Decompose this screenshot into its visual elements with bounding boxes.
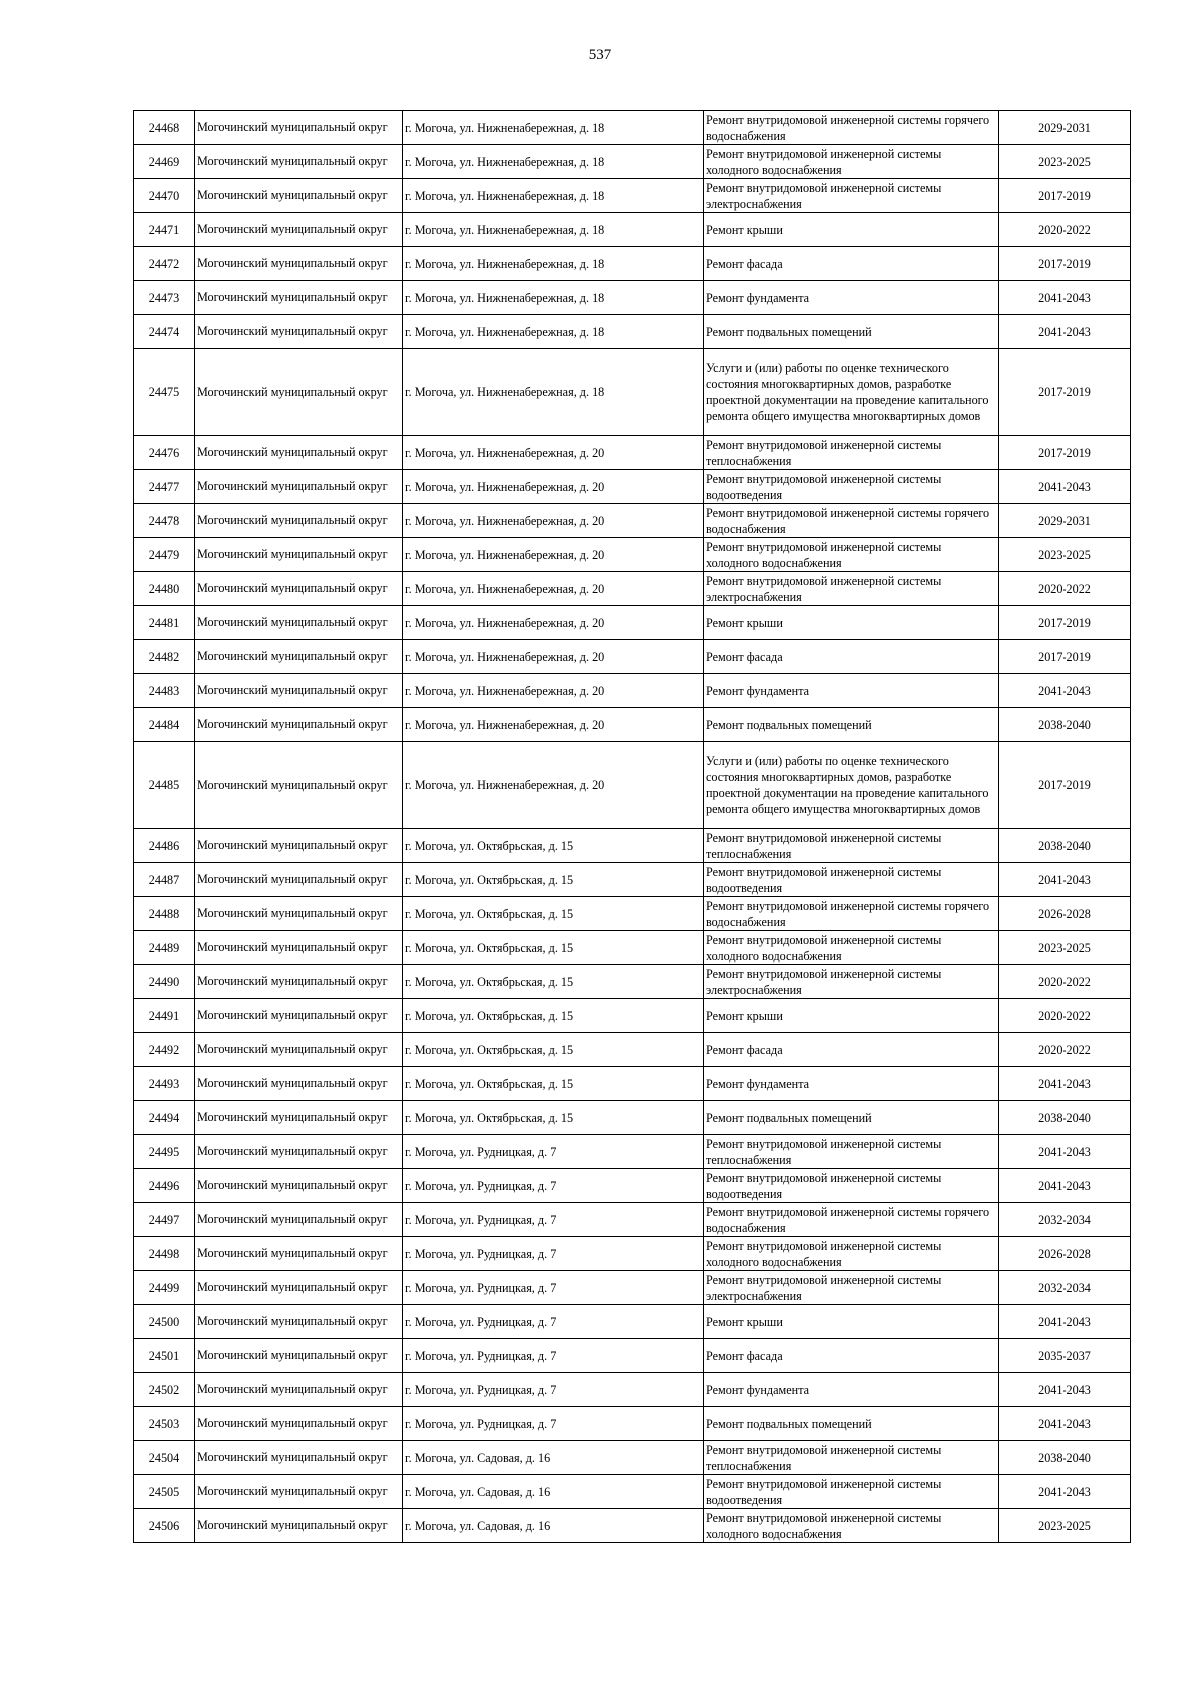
municipality-cell: Могочинский муниципальный округ <box>195 1475 403 1509</box>
table-row <box>134 1509 1131 1543</box>
address-cell: г. Могоча, ул. Нижненабережная, д. 18 <box>403 281 704 315</box>
address-cell: г. Могоча, ул. Нижненабережная, д. 20 <box>403 708 704 742</box>
row-number-cell: 24504 <box>134 1441 195 1475</box>
table-row <box>134 708 1131 742</box>
address-cell: г. Могоча, ул. Нижненабережная, д. 18 <box>403 145 704 179</box>
row-number-cell: 24490 <box>134 965 195 999</box>
row-number-cell: 24482 <box>134 640 195 674</box>
table-row <box>134 111 1131 145</box>
work-type-cell: Ремонт внутридомовой инженерной системы холодного водоснабжения <box>704 538 999 572</box>
table-row <box>134 145 1131 179</box>
municipality-cell: Могочинский муниципальный округ <box>195 999 403 1033</box>
municipality-cell: Могочинский муниципальный округ <box>195 1067 403 1101</box>
table-row <box>134 1237 1131 1271</box>
table-row <box>134 674 1131 708</box>
row-number-cell: 24491 <box>134 999 195 1033</box>
work-type-cell: Ремонт внутридомовой инженерной системы холодного водоснабжения <box>704 145 999 179</box>
municipality-cell: Могочинский муниципальный округ <box>195 674 403 708</box>
municipality-cell: Могочинский муниципальный округ <box>195 1305 403 1339</box>
table-row <box>134 1169 1131 1203</box>
row-number-cell: 24503 <box>134 1407 195 1441</box>
period-cell: 2038-2040 <box>999 708 1131 742</box>
row-number-cell: 24499 <box>134 1271 195 1305</box>
row-number-cell: 24471 <box>134 213 195 247</box>
table-row <box>134 1203 1131 1237</box>
address-cell: г. Могоча, ул. Нижненабережная, д. 20 <box>403 742 704 829</box>
table-row <box>134 897 1131 931</box>
municipality-cell: Могочинский муниципальный округ <box>195 111 403 145</box>
municipality-cell: Могочинский муниципальный округ <box>195 863 403 897</box>
period-cell: 2023-2025 <box>999 1509 1131 1543</box>
work-type-cell: Ремонт внутридомовой инженерной системы теплоснабжения <box>704 829 999 863</box>
address-cell: г. Могоча, ул. Рудницкая, д. 7 <box>403 1169 704 1203</box>
period-cell: 2017-2019 <box>999 640 1131 674</box>
address-cell: г. Могоча, ул. Рудницкая, д. 7 <box>403 1237 704 1271</box>
address-cell: г. Могоча, ул. Нижненабережная, д. 20 <box>403 436 704 470</box>
municipality-cell: Могочинский муниципальный округ <box>195 931 403 965</box>
table-row <box>134 1373 1131 1407</box>
work-type-cell: Ремонт крыши <box>704 999 999 1033</box>
period-cell: 2041-2043 <box>999 1475 1131 1509</box>
municipality-cell: Могочинский муниципальный округ <box>195 965 403 999</box>
municipality-cell: Могочинский муниципальный округ <box>195 1237 403 1271</box>
period-cell: 2020-2022 <box>999 999 1131 1033</box>
work-type-cell: Ремонт внутридомовой инженерной системы горячего водоснабжения <box>704 1203 999 1237</box>
period-cell: 2017-2019 <box>999 349 1131 436</box>
table-row <box>134 1067 1131 1101</box>
work-type-cell: Ремонт фасада <box>704 640 999 674</box>
address-cell: г. Могоча, ул. Нижненабережная, д. 18 <box>403 349 704 436</box>
table-row <box>134 281 1131 315</box>
municipality-cell: Могочинский муниципальный округ <box>195 1407 403 1441</box>
period-cell: 2041-2043 <box>999 315 1131 349</box>
work-type-cell: Ремонт внутридомовой инженерной системы теплоснабжения <box>704 436 999 470</box>
period-cell: 2038-2040 <box>999 1441 1131 1475</box>
period-cell: 2029-2031 <box>999 504 1131 538</box>
table-row <box>134 1475 1131 1509</box>
address-cell: г. Могоча, ул. Садовая, д. 16 <box>403 1509 704 1543</box>
work-type-cell: Ремонт внутридомовой инженерной системы водоотведения <box>704 1475 999 1509</box>
period-cell: 2023-2025 <box>999 145 1131 179</box>
row-number-cell: 24488 <box>134 897 195 931</box>
period-cell: 2029-2031 <box>999 111 1131 145</box>
work-type-cell: Ремонт фасада <box>704 1339 999 1373</box>
period-cell: 2026-2028 <box>999 897 1131 931</box>
row-number-cell: 24501 <box>134 1339 195 1373</box>
work-type-cell: Услуги и (или) работы по оценке технического состояния многоквартирных домов, разработке проектной документации на проведение капитального ремонта общего имущества многоквартирных домов <box>704 742 999 829</box>
work-type-cell: Ремонт подвальных помещений <box>704 1407 999 1441</box>
municipality-cell: Могочинский муниципальный округ <box>195 1135 403 1169</box>
period-cell: 2038-2040 <box>999 1101 1131 1135</box>
row-number-cell: 24500 <box>134 1305 195 1339</box>
row-number-cell: 24486 <box>134 829 195 863</box>
work-type-cell: Ремонт внутридомовой инженерной системы электроснабжения <box>704 179 999 213</box>
period-cell: 2041-2043 <box>999 863 1131 897</box>
municipality-cell: Могочинский муниципальный округ <box>195 1441 403 1475</box>
work-type-cell: Ремонт фасада <box>704 247 999 281</box>
row-number-cell: 24494 <box>134 1101 195 1135</box>
period-cell: 2041-2043 <box>999 281 1131 315</box>
period-cell: 2041-2043 <box>999 1169 1131 1203</box>
work-type-cell: Ремонт фундамента <box>704 1373 999 1407</box>
period-cell: 2020-2022 <box>999 213 1131 247</box>
period-cell: 2041-2043 <box>999 1067 1131 1101</box>
table-row <box>134 179 1131 213</box>
municipality-cell: Могочинский муниципальный округ <box>195 640 403 674</box>
work-type-cell: Ремонт фундамента <box>704 1067 999 1101</box>
row-number-cell: 24484 <box>134 708 195 742</box>
table-row <box>134 349 1131 436</box>
address-cell: г. Могоча, ул. Октябрьская, д. 15 <box>403 1067 704 1101</box>
municipality-cell: Могочинский муниципальный округ <box>195 1271 403 1305</box>
address-cell: г. Могоча, ул. Октябрьская, д. 15 <box>403 829 704 863</box>
period-cell: 2041-2043 <box>999 1373 1131 1407</box>
row-number-cell: 24475 <box>134 349 195 436</box>
row-number-cell: 24479 <box>134 538 195 572</box>
address-cell: г. Могоча, ул. Октябрьская, д. 15 <box>403 897 704 931</box>
row-number-cell: 24498 <box>134 1237 195 1271</box>
row-number-cell: 24478 <box>134 504 195 538</box>
work-type-cell: Ремонт внутридомовой инженерной системы горячего водоснабжения <box>704 897 999 931</box>
period-cell: 2017-2019 <box>999 742 1131 829</box>
municipality-cell: Могочинский муниципальный округ <box>195 436 403 470</box>
row-number-cell: 24487 <box>134 863 195 897</box>
municipality-cell: Могочинский муниципальный округ <box>195 213 403 247</box>
work-type-cell: Ремонт внутридомовой инженерной системы горячего водоснабжения <box>704 504 999 538</box>
row-number-cell: 24468 <box>134 111 195 145</box>
table-row <box>134 247 1131 281</box>
work-type-cell: Ремонт подвальных помещений <box>704 315 999 349</box>
address-cell: г. Могоча, ул. Нижненабережная, д. 20 <box>403 640 704 674</box>
row-number-cell: 24485 <box>134 742 195 829</box>
work-type-cell: Ремонт внутридомовой инженерной системы водоотведения <box>704 863 999 897</box>
work-type-cell: Ремонт внутридомовой инженерной системы электроснабжения <box>704 572 999 606</box>
row-number-cell: 24506 <box>134 1509 195 1543</box>
municipality-cell: Могочинский муниципальный округ <box>195 315 403 349</box>
municipality-cell: Могочинский муниципальный округ <box>195 504 403 538</box>
work-type-cell: Ремонт внутридомовой инженерной системы холодного водоснабжения <box>704 1509 999 1543</box>
row-number-cell: 24489 <box>134 931 195 965</box>
row-number-cell: 24480 <box>134 572 195 606</box>
work-type-cell: Ремонт внутридомовой инженерной системы холодного водоснабжения <box>704 931 999 965</box>
municipality-cell: Могочинский муниципальный округ <box>195 708 403 742</box>
period-cell: 2032-2034 <box>999 1203 1131 1237</box>
municipality-cell: Могочинский муниципальный округ <box>195 1169 403 1203</box>
period-cell: 2041-2043 <box>999 674 1131 708</box>
address-cell: г. Могоча, ул. Нижненабережная, д. 18 <box>403 213 704 247</box>
work-type-cell: Ремонт подвальных помещений <box>704 708 999 742</box>
address-cell: г. Могоча, ул. Садовая, д. 16 <box>403 1441 704 1475</box>
period-cell: 2020-2022 <box>999 572 1131 606</box>
row-number-cell: 24483 <box>134 674 195 708</box>
work-type-cell: Ремонт внутридомовой инженерной системы холодного водоснабжения <box>704 1237 999 1271</box>
period-cell: 2020-2022 <box>999 965 1131 999</box>
row-number-cell: 24492 <box>134 1033 195 1067</box>
table-row <box>134 1441 1131 1475</box>
table-row <box>134 538 1131 572</box>
address-cell: г. Могоча, ул. Садовая, д. 16 <box>403 1475 704 1509</box>
row-number-cell: 24477 <box>134 470 195 504</box>
work-type-cell: Ремонт крыши <box>704 606 999 640</box>
municipality-cell: Могочинский муниципальный округ <box>195 572 403 606</box>
address-cell: г. Могоча, ул. Рудницкая, д. 7 <box>403 1373 704 1407</box>
address-cell: г. Могоча, ул. Рудницкая, д. 7 <box>403 1339 704 1373</box>
work-type-cell: Ремонт подвальных помещений <box>704 1101 999 1135</box>
work-type-cell: Услуги и (или) работы по оценке технического состояния многоквартирных домов, разработке проектной документации на проведение капитального ремонта общего имущества многоквартирных домов <box>704 349 999 436</box>
row-number-cell: 24474 <box>134 315 195 349</box>
table-row <box>134 1271 1131 1305</box>
period-cell: 2032-2034 <box>999 1271 1131 1305</box>
municipality-cell: Могочинский муниципальный округ <box>195 179 403 213</box>
municipality-cell: Могочинский муниципальный округ <box>195 470 403 504</box>
work-type-cell: Ремонт крыши <box>704 213 999 247</box>
address-cell: г. Могоча, ул. Нижненабережная, д. 20 <box>403 470 704 504</box>
period-cell: 2017-2019 <box>999 436 1131 470</box>
address-cell: г. Могоча, ул. Рудницкая, д. 7 <box>403 1407 704 1441</box>
address-cell: г. Могоча, ул. Октябрьская, д. 15 <box>403 863 704 897</box>
table-row <box>134 931 1131 965</box>
table-row <box>134 1101 1131 1135</box>
row-number-cell: 24495 <box>134 1135 195 1169</box>
address-cell: г. Могоча, ул. Октябрьская, д. 15 <box>403 1033 704 1067</box>
row-number-cell: 24481 <box>134 606 195 640</box>
address-cell: г. Могоча, ул. Рудницкая, д. 7 <box>403 1271 704 1305</box>
table-row <box>134 640 1131 674</box>
work-type-cell: Ремонт внутридомовой инженерной системы горячего водоснабжения <box>704 111 999 145</box>
municipality-cell: Могочинский муниципальный округ <box>195 1101 403 1135</box>
work-type-cell: Ремонт внутридомовой инженерной системы водоотведения <box>704 1169 999 1203</box>
table-body <box>134 111 1131 1543</box>
table-row <box>134 1339 1131 1373</box>
address-cell: г. Могоча, ул. Октябрьская, д. 15 <box>403 1101 704 1135</box>
municipality-cell: Могочинский муниципальный округ <box>195 349 403 436</box>
work-type-cell: Ремонт внутридомовой инженерной системы электроснабжения <box>704 965 999 999</box>
address-cell: г. Могоча, ул. Рудницкая, д. 7 <box>403 1135 704 1169</box>
municipality-cell: Могочинский муниципальный округ <box>195 1373 403 1407</box>
row-number-cell: 24469 <box>134 145 195 179</box>
table-row <box>134 742 1131 829</box>
address-cell: г. Могоча, ул. Нижненабережная, д. 20 <box>403 606 704 640</box>
work-type-cell: Ремонт внутридомовой инженерной системы водоотведения <box>704 470 999 504</box>
row-number-cell: 24496 <box>134 1169 195 1203</box>
table-row <box>134 606 1131 640</box>
municipality-cell: Могочинский муниципальный округ <box>195 538 403 572</box>
address-cell: г. Могоча, ул. Октябрьская, д. 15 <box>403 931 704 965</box>
address-cell: г. Могоча, ул. Рудницкая, д. 7 <box>403 1305 704 1339</box>
period-cell: 2026-2028 <box>999 1237 1131 1271</box>
address-cell: г. Могоча, ул. Рудницкая, д. 7 <box>403 1203 704 1237</box>
address-cell: г. Могоча, ул. Нижненабережная, д. 18 <box>403 111 704 145</box>
municipality-cell: Могочинский муниципальный округ <box>195 247 403 281</box>
period-cell: 2017-2019 <box>999 179 1131 213</box>
address-cell: г. Могоча, ул. Нижненабережная, д. 20 <box>403 674 704 708</box>
municipality-cell: Могочинский муниципальный округ <box>195 829 403 863</box>
table-row <box>134 504 1131 538</box>
page-number: 537 <box>588 47 612 63</box>
municipality-cell: Могочинский муниципальный округ <box>195 1509 403 1543</box>
row-number-cell: 24505 <box>134 1475 195 1509</box>
address-cell: г. Могоча, ул. Нижненабережная, д. 20 <box>403 572 704 606</box>
municipality-cell: Могочинский муниципальный округ <box>195 145 403 179</box>
table-row <box>134 829 1131 863</box>
period-cell: 2020-2022 <box>999 1033 1131 1067</box>
table-row <box>134 213 1131 247</box>
work-type-cell: Ремонт внутридомовой инженерной системы электроснабжения <box>704 1271 999 1305</box>
period-cell: 2023-2025 <box>999 931 1131 965</box>
period-cell: 2041-2043 <box>999 1407 1131 1441</box>
period-cell: 2041-2043 <box>999 1305 1131 1339</box>
address-cell: г. Могоча, ул. Октябрьская, д. 15 <box>403 965 704 999</box>
row-number-cell: 24472 <box>134 247 195 281</box>
work-type-cell: Ремонт фундамента <box>704 674 999 708</box>
table-row <box>134 863 1131 897</box>
row-number-cell: 24497 <box>134 1203 195 1237</box>
municipality-cell: Могочинский муниципальный округ <box>195 606 403 640</box>
period-cell: 2038-2040 <box>999 829 1131 863</box>
row-number-cell: 24502 <box>134 1373 195 1407</box>
work-type-cell: Ремонт внутридомовой инженерной системы теплоснабжения <box>704 1135 999 1169</box>
period-cell: 2017-2019 <box>999 247 1131 281</box>
work-type-cell: Ремонт внутридомовой инженерной системы теплоснабжения <box>704 1441 999 1475</box>
municipality-cell: Могочинский муниципальный округ <box>195 1033 403 1067</box>
period-cell: 2041-2043 <box>999 1135 1131 1169</box>
table-row <box>134 965 1131 999</box>
municipality-cell: Могочинский муниципальный округ <box>195 897 403 931</box>
capital-repair-table <box>133 110 1131 1543</box>
table-row <box>134 470 1131 504</box>
municipality-cell: Могочинский муниципальный округ <box>195 1203 403 1237</box>
address-cell: г. Могоча, ул. Нижненабережная, д. 18 <box>403 247 704 281</box>
address-cell: г. Могоча, ул. Нижненабережная, д. 20 <box>403 538 704 572</box>
address-cell: г. Могоча, ул. Нижненабережная, д. 18 <box>403 179 704 213</box>
period-cell: 2035-2037 <box>999 1339 1131 1373</box>
table-row <box>134 1305 1131 1339</box>
period-cell: 2017-2019 <box>999 606 1131 640</box>
municipality-cell: Могочинский муниципальный округ <box>195 1339 403 1373</box>
table-row <box>134 436 1131 470</box>
work-type-cell: Ремонт фундамента <box>704 281 999 315</box>
address-cell: г. Могоча, ул. Нижненабережная, д. 18 <box>403 315 704 349</box>
address-cell: г. Могоча, ул. Октябрьская, д. 15 <box>403 999 704 1033</box>
table-row <box>134 315 1131 349</box>
row-number-cell: 24470 <box>134 179 195 213</box>
municipality-cell: Могочинский муниципальный округ <box>195 281 403 315</box>
work-type-cell: Ремонт фасада <box>704 1033 999 1067</box>
municipality-cell: Могочинский муниципальный округ <box>195 742 403 829</box>
address-cell: г. Могоча, ул. Нижненабережная, д. 20 <box>403 504 704 538</box>
work-type-cell: Ремонт крыши <box>704 1305 999 1339</box>
row-number-cell: 24476 <box>134 436 195 470</box>
row-number-cell: 24493 <box>134 1067 195 1101</box>
table-row <box>134 1135 1131 1169</box>
table-row <box>134 572 1131 606</box>
table-row <box>134 1407 1131 1441</box>
table-row <box>134 999 1131 1033</box>
row-number-cell: 24473 <box>134 281 195 315</box>
period-cell: 2023-2025 <box>999 538 1131 572</box>
period-cell: 2041-2043 <box>999 470 1131 504</box>
table-row <box>134 1033 1131 1067</box>
